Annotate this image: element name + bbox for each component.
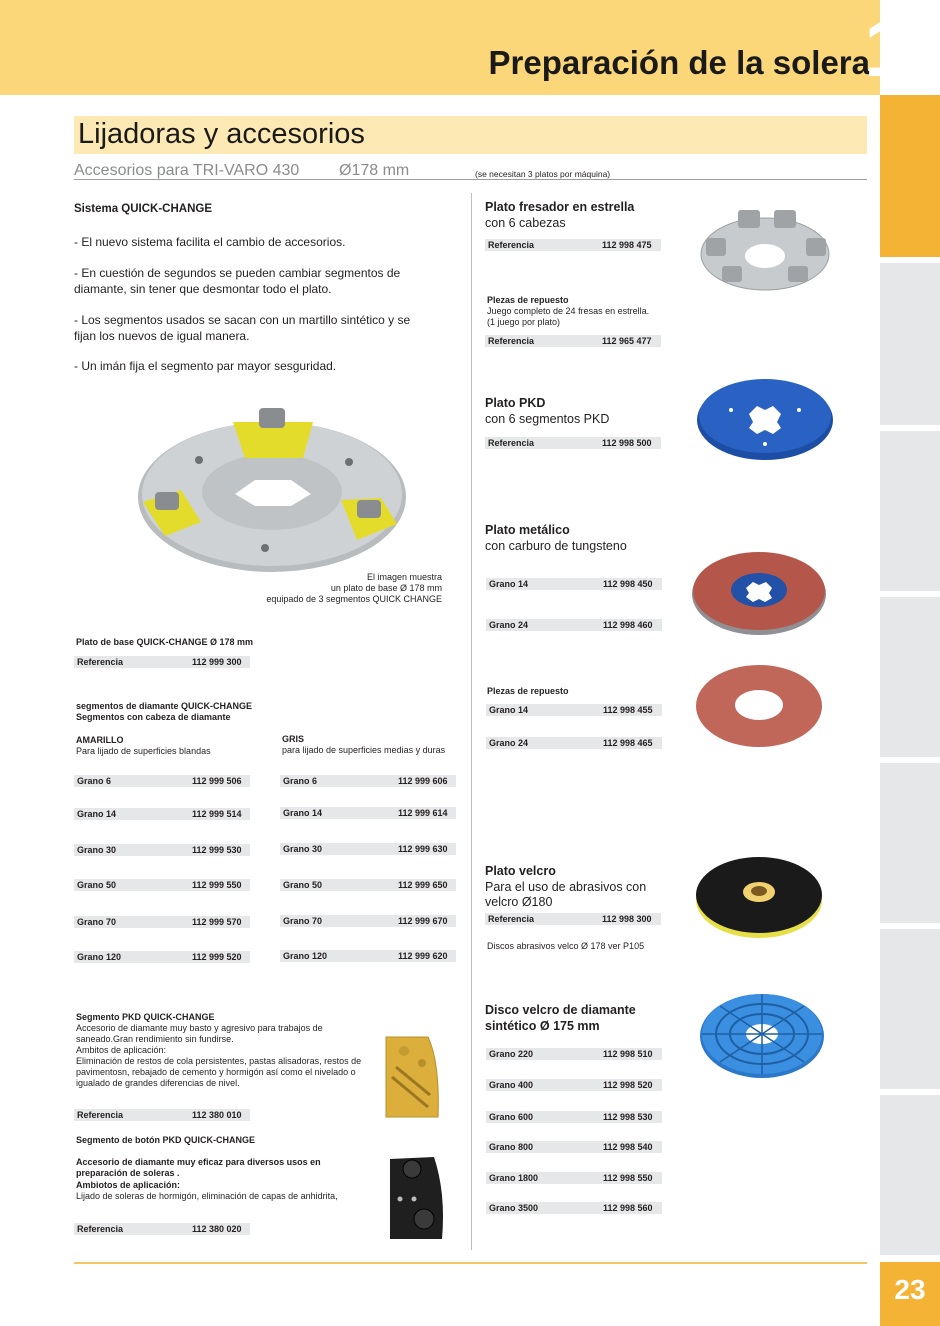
star-plate-title: Plato fresador en estrella [485,200,635,214]
section-note: (se necesitan 3 platos por máquina) [475,169,611,179]
reference-number: 112 998 475 [602,240,652,250]
spare-parts-label: Plezas de repuesto [487,295,569,305]
grain-label: Grano 1800 [489,1173,539,1183]
metal-plate-subtitle: con carburo de tungsteno [485,539,627,553]
pkd-segment-apps: Eliminación de restos de cola persistentes, pastas alisadoras, restos de pavimentosn, rebajado de cemento y hormigón así como el nivelado o igualado de grandes diferencias de nivel. [76,1056,362,1088]
section-subtitle: Accesorios para TRI-VARO 430 [74,162,300,179]
caption-line: equipado de 3 segmentos QUICK CHANGE [266,594,442,604]
grain-ref: 112 998 530 [603,1112,653,1122]
grain-label: Grano 400 [489,1080,534,1090]
grain-row [74,879,250,891]
grain-row [486,737,662,749]
image-caption [262,572,442,605]
grain-label: Grano 800 [489,1142,534,1152]
grain-ref: 112 999 606 [398,776,448,786]
grain-label: Grano 14 [489,705,529,715]
caption-line: un plato de base Ø 178 mm [330,583,442,593]
grain-row [280,775,456,787]
segments-title: segmentos de diamante QUICK-CHANGE [76,701,253,711]
reference-number: 112 998 300 [602,914,652,924]
button-segment-title: Segmento de botón PKD QUICK-CHANGE [76,1135,255,1145]
bullet-item: - Los segmentos usados se sacan con un martillo sintético y se fijan los nuevos de igual manera. [74,313,411,343]
velcro-plate-subtitle: velcro Ø180 [485,895,553,909]
grain-row [74,844,250,856]
side-tab-active [880,95,940,257]
segments-subtitle: Segmentos con cabeza de diamante [76,712,231,722]
grain-row [280,879,456,891]
velcro-plate-image [694,852,824,940]
metal-plate-title: Plato metálico [485,523,570,537]
bullet-item: - Un imán fija el segmento par mayor sesguridad. [74,359,337,373]
grain-label: Grano 30 [283,844,323,854]
reference-row [74,1109,250,1121]
pkd-segment-desc: Accesorio de diamante muy basto y agresivo para trabajos de saneado.Gran rendimiento sin fundirse. [76,1023,323,1044]
reference-number: 112 380 010 [192,1110,242,1120]
section-diameter: Ø178 mm [339,162,410,179]
button-segment-apps: Lijado de soleras de hormigón, eliminación de capas de anhidrita, [76,1191,338,1201]
grain-ref: 112 999 506 [192,776,242,786]
reference-label: Referencia [488,336,535,346]
grain-label: Grano 6 [283,776,318,786]
gray-desc: para lijado de superficies medias y duras [282,745,446,755]
grain-row [74,808,250,820]
reference-row [485,437,661,449]
side-tab [880,431,940,591]
grain-ref: 112 998 450 [603,579,653,589]
caption-line: El imagen muestra [366,572,442,582]
grain-ref: 112 998 465 [603,738,653,748]
grain-row [280,915,456,927]
pkd-plate-image [695,376,835,462]
velcro-plate-subtitle: Para el uso de abrasivos con [485,880,647,894]
grain-label: Grano 30 [77,845,117,855]
base-plate-title: Plato de base QUICK-CHANGE Ø 178 mm [76,637,254,647]
grain-label: Grano 70 [77,917,117,927]
reference-label: Referencia [77,1110,124,1120]
bullet-item: - El nuevo sistema facilita el cambio de accesorios. [74,235,346,249]
divider [74,179,867,180]
pkd-plate-subtitle: con 6 segmentos PKD [485,412,610,426]
side-tab [880,763,940,923]
grain-ref: 112 998 460 [603,620,653,630]
grain-label: Grano 14 [283,808,323,818]
grain-label: Grano 120 [283,951,328,961]
reference-number: 112 999 300 [192,657,242,667]
grain-row [74,775,250,787]
grain-row [280,950,456,962]
pkd-segment-apps-label: Ambitos de aplicación: [76,1045,167,1055]
spare-parts-desc: Juego completo de 24 fresas en estrella. [487,306,650,316]
grain-label: Grano 120 [77,952,122,962]
velcro-plate-note: Discos abrasivos velco Ø 178 ver P105 [487,941,645,951]
grain-ref: 112 999 570 [192,917,242,927]
grain-label: Grano 24 [489,738,529,748]
reference-label: Referencia [77,1224,124,1234]
grain-label: Grano 220 [489,1049,534,1059]
star-plate-subtitle: con 6 cabezas [485,216,566,230]
side-tab [880,1095,940,1255]
velcro-disc-title: sintético Ø 175 mm [485,1019,600,1033]
reference-label: Referencia [488,240,535,250]
grain-row [486,1202,662,1214]
metal-plate-image [690,548,828,638]
button-segment-apps-label: Ambiotos de aplicación: [76,1180,181,1190]
chapter-number: 1 [864,3,910,94]
page-number: 23 [880,1262,940,1326]
section-title: Lijadoras y accesorios [78,118,365,150]
reference-row [74,1223,250,1235]
grain-ref: 112 999 650 [398,880,448,890]
reference-row [485,239,661,251]
grain-ref: 112 998 520 [603,1080,653,1090]
yellow-title: AMARILLO [76,735,124,745]
velcro-disc-title: Disco velcro de diamante [485,1003,636,1017]
grain-row [486,619,662,631]
grain-ref: 112 998 550 [603,1173,653,1183]
reference-row [485,913,661,925]
grain-ref: 112 999 630 [398,844,448,854]
pkd-plate-title: Plato PKD [485,396,546,410]
grain-ref: 112 999 670 [398,916,448,926]
quick-change-heading: Sistema QUICK-CHANGE [74,203,213,215]
star-plate-image [698,204,832,292]
grain-label: Grano 14 [489,579,529,589]
spare-parts-label: Plezas de repuesto [487,686,569,696]
grain-row [74,916,250,928]
reference-label: Referencia [488,438,535,448]
grain-ref: 112 999 614 [398,808,448,818]
grain-label: Grano 600 [489,1112,534,1122]
bullet-item: - En cuestión de segundos se pueden cambiar segmentos de diamante, sin tener que desmontar todo el plato. [74,266,401,296]
spare-parts-note: (1 juego por plato) [487,317,561,327]
grain-row [486,1141,662,1153]
grain-ref: 112 999 620 [398,951,448,961]
grain-label: Grano 24 [489,620,529,630]
pkd-segment-image [382,1033,442,1121]
grain-row [74,951,250,963]
side-tab [880,929,940,1089]
velcro-plate-title: Plato velcro [485,864,556,878]
side-tab [880,597,940,757]
grain-row [486,1172,662,1184]
pkd-segment-title: Segmento PKD QUICK-CHANGE [76,1012,215,1022]
base-plate-image [135,402,413,572]
grain-ref: 112 998 540 [603,1142,653,1152]
reference-label: Referencia [488,914,535,924]
button-segment-desc: Accesorio de diamante muy eficaz para diversos usos en preparación de soleras . [76,1157,321,1178]
button-segment-image [384,1153,448,1243]
grain-label: Grano 14 [77,809,117,819]
reference-label: Referencia [77,657,124,667]
page-title: Preparación de la solera [488,44,870,81]
yellow-desc: Para lijado de superficies blandas [76,746,211,756]
reference-row [485,335,661,347]
gray-title: GRIS [282,734,305,744]
velcro-disc-image [698,990,826,1080]
grain-row [486,1048,662,1060]
grain-label: Grano 50 [283,880,323,890]
grain-ref: 112 998 560 [603,1203,653,1213]
metal-ring-image [694,663,824,749]
reference-number: 112 965 477 [602,336,652,346]
grain-label: Grano 3500 [489,1203,539,1213]
grain-row [486,578,662,590]
reference-number: 112 998 500 [602,438,652,448]
grain-ref: 112 999 520 [192,952,242,962]
grain-row [486,1079,662,1091]
grain-row [486,704,662,716]
grain-row [486,1111,662,1123]
grain-ref: 112 998 455 [603,705,653,715]
grain-ref: 112 998 510 [603,1049,653,1059]
grain-ref: 112 999 530 [192,845,242,855]
bottom-rule [74,1262,867,1264]
grain-row [280,843,456,855]
grain-row [280,807,456,819]
grain-label: Grano 6 [77,776,112,786]
grain-label: Grano 50 [77,880,117,890]
side-tab [880,263,940,425]
grain-label: Grano 70 [283,916,323,926]
grain-ref: 112 999 514 [192,809,242,819]
column-divider [471,193,472,1250]
reference-number: 112 380 020 [192,1224,242,1234]
reference-row [74,656,250,668]
grain-ref: 112 999 550 [192,880,242,890]
